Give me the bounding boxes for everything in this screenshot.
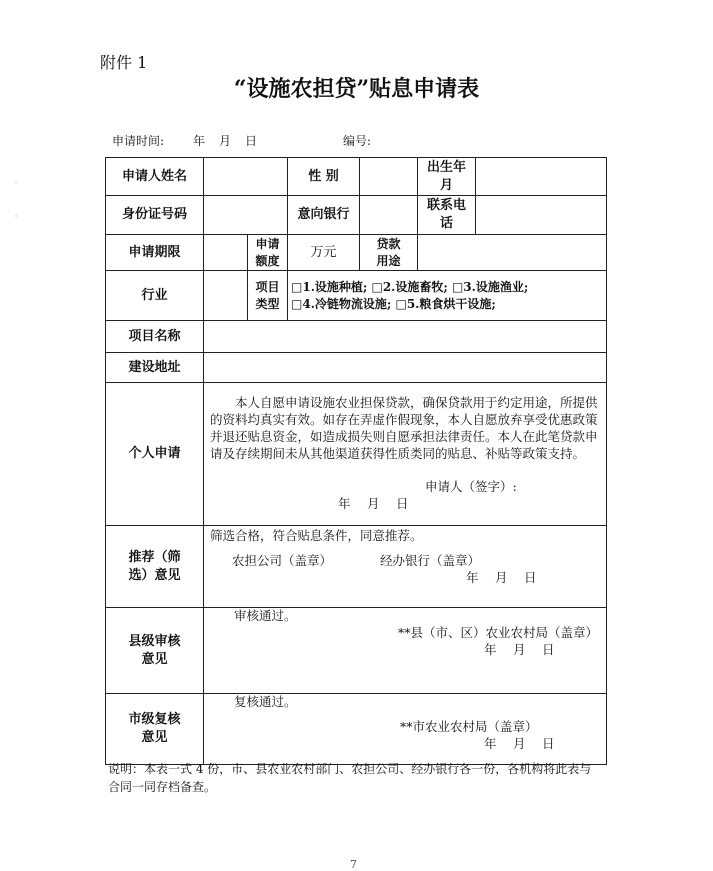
option-grain-drying[interactable]: □5.粮食烘干设施;	[395, 296, 496, 311]
row-project-name	[106, 321, 607, 353]
purpose-label: 贷款 用途	[360, 235, 418, 271]
amount-label: 申请 额度	[248, 235, 288, 271]
city-review-opinion	[204, 694, 607, 765]
project-type-label: 项目 类型	[248, 271, 288, 321]
applicant-name-field[interactable]	[204, 158, 288, 196]
birth-field[interactable]	[476, 158, 607, 196]
statement-text: 本人自愿申请设施农业担保贷款，确保贷款用于约定用途，所提供的资料均真实有效。如存在弄虚作假现象，本人自愿放弃享受优惠政策并退还贴息资金，如造成损失则自愿承担法律责任。本人在此笔贷款申请及存续期间未从其他渠道获得性质类同的贴息、补贴等政策支持。	[210, 395, 598, 461]
row-period	[106, 235, 607, 271]
project-name-label: 项目名称	[106, 321, 204, 353]
row-recommend	[106, 526, 607, 608]
address-field[interactable]	[204, 353, 607, 383]
row-county	[106, 608, 607, 694]
industry-field[interactable]	[204, 271, 248, 321]
project-type-options	[288, 271, 607, 321]
guarantee-company-seal: 农担公司（盖章）	[232, 552, 333, 568]
personal-statement	[204, 383, 607, 526]
purpose-field[interactable]	[418, 235, 607, 271]
row-industry	[106, 271, 607, 321]
id-number-field[interactable]	[204, 196, 288, 235]
bank-label: 意向银行	[288, 196, 360, 235]
signer-label: 申请人（签字）:	[425, 478, 517, 494]
amount-unit: 万元	[310, 244, 337, 260]
id-number-label: 身份证号码	[106, 196, 204, 235]
county-date: 年 月 日	[484, 641, 557, 657]
recommend-text: 筛选合格，符合贴息条件，同意推荐。	[210, 528, 423, 543]
option-facility-planting[interactable]: □1.设施种植;	[291, 280, 368, 295]
project-name-field[interactable]	[204, 321, 607, 353]
county-review-opinion	[204, 608, 607, 694]
personal-label: 个人申请	[106, 383, 204, 526]
row-id	[106, 196, 607, 235]
recommend-label: 推荐（筛 选）意见	[106, 526, 204, 608]
city-review-label: 市级复核 意见	[106, 694, 204, 765]
form-note: 说明：本表一式 4 份，市、县农业农村部门、农担公司、经办银行各一份，各机构将此表与合同一同存档备查。	[108, 762, 592, 794]
attachment-label: 附件 1	[100, 53, 148, 72]
county-review-text: 审核通过。	[234, 608, 297, 623]
period-field[interactable]	[204, 235, 248, 271]
recommend-opinion	[204, 526, 607, 608]
option-facility-livestock[interactable]: □2.设施畜牧;	[371, 280, 448, 295]
row-applicant	[106, 158, 607, 196]
industry-label: 行业	[106, 271, 204, 321]
apply-time-date: 年 月 日	[193, 134, 259, 148]
recommend-date: 年 月 日	[466, 569, 539, 585]
city-bureau-seal: **市农业农村局（盖章）	[400, 718, 538, 734]
city-review-text: 复核通过。	[234, 694, 297, 709]
handling-bank-seal: 经办银行（盖章）	[379, 552, 480, 568]
page-title: “设施农担贷”贴息申请表	[233, 76, 480, 102]
period-label: 申请期限	[106, 235, 204, 271]
applicant-name-label: 申请人姓名	[106, 158, 204, 196]
address-label: 建设地址	[106, 353, 204, 383]
option-cold-chain[interactable]: □4.冷链物流设施;	[291, 296, 392, 311]
amount-field[interactable]	[288, 235, 360, 271]
bank-field[interactable]	[360, 196, 418, 235]
option-facility-fishery[interactable]: □3.设施渔业;	[451, 280, 529, 295]
row-personal	[106, 383, 607, 526]
phone-field[interactable]	[476, 196, 607, 235]
page-number: 7	[350, 858, 357, 871]
gender-label: 性 别	[288, 158, 360, 196]
row-address	[106, 353, 607, 383]
personal-date: 年 月 日	[338, 495, 411, 511]
city-date: 年 月 日	[484, 735, 557, 751]
margin-mark: ◦	[14, 178, 19, 187]
birth-label: 出生年月	[418, 158, 476, 196]
county-bureau-seal: **县（市、区）农业农村局（盖章）	[397, 624, 598, 640]
application-form-table	[105, 157, 607, 765]
margin-mark: ◦	[14, 212, 19, 221]
county-review-label: 县级审核 意见	[106, 608, 204, 694]
phone-label: 联系电话	[418, 196, 476, 235]
gender-field[interactable]	[360, 158, 418, 196]
row-city	[106, 694, 607, 765]
form-number-label: 编号:	[343, 134, 372, 148]
apply-time-label: 申请时间:	[112, 134, 165, 148]
